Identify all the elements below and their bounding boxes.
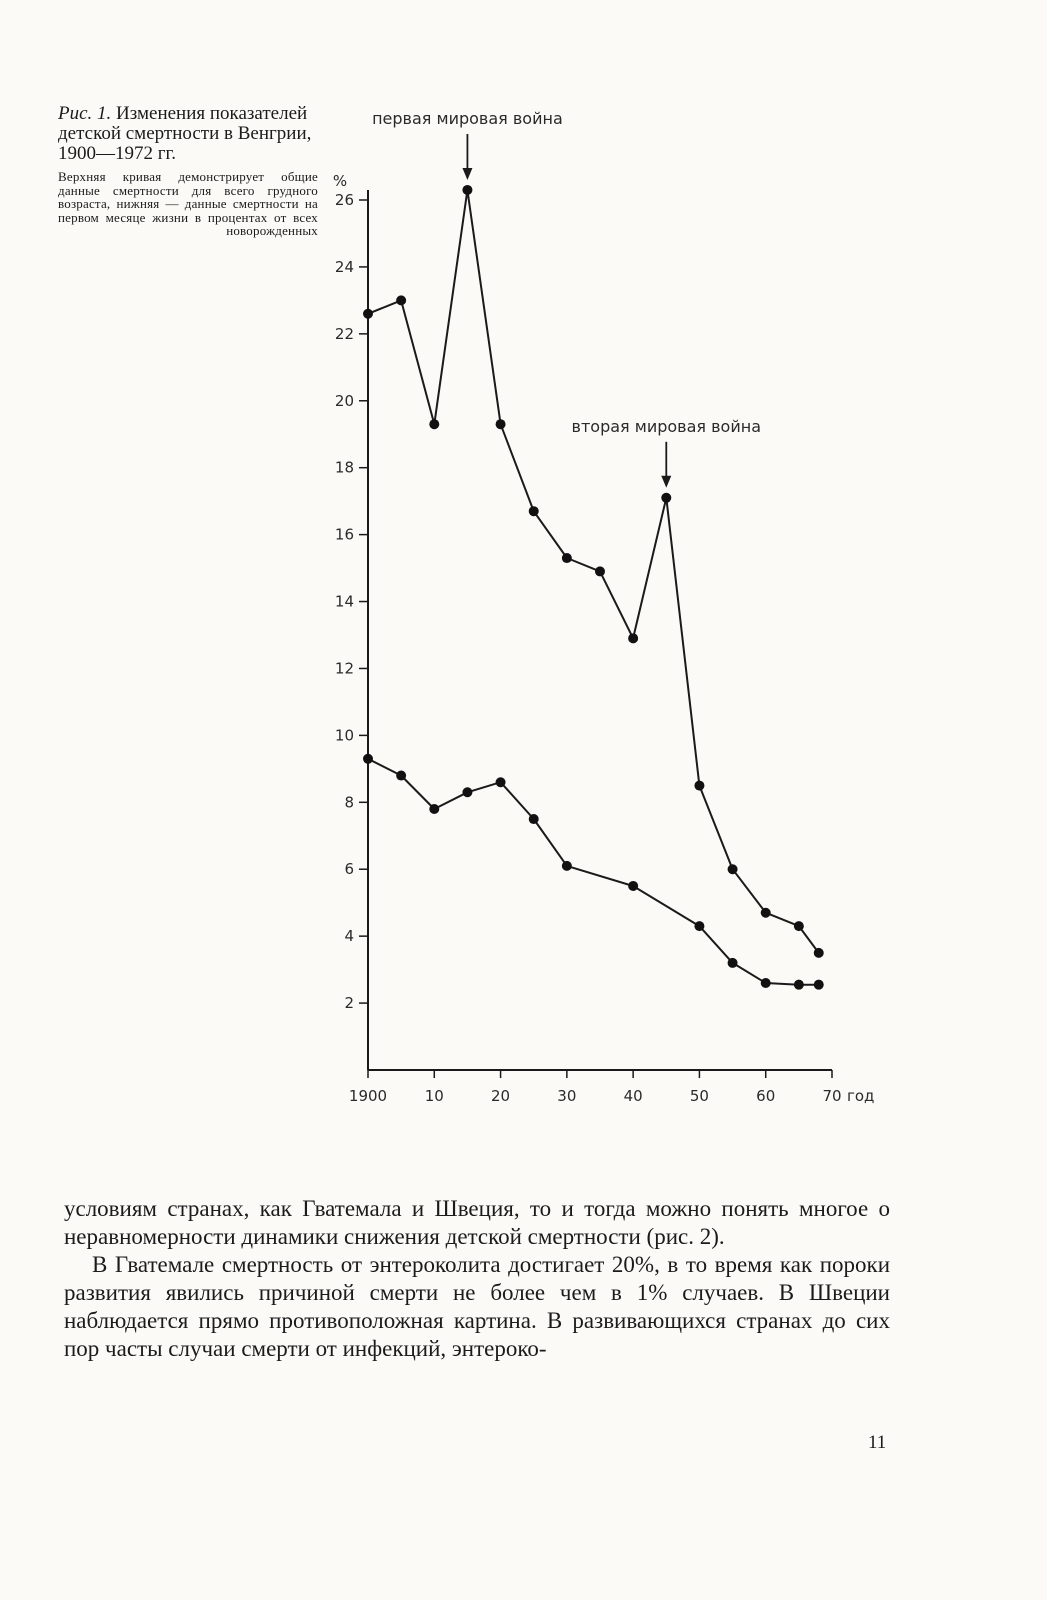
y-tick-label: 8 — [344, 793, 354, 812]
series-1-point — [694, 781, 704, 791]
series-2-point — [363, 754, 373, 764]
series-2-point — [396, 771, 406, 781]
war-annotation-1: первая мировая война — [372, 108, 563, 128]
x-tick-label: 10 — [424, 1087, 444, 1105]
y-axis-label: % — [332, 172, 348, 190]
series-2-point — [562, 861, 572, 871]
y-tick-label: 12 — [334, 659, 354, 678]
y-tick-label: 18 — [334, 458, 354, 477]
x-tick-label: 20 — [491, 1087, 511, 1105]
y-tick-label: 16 — [334, 525, 354, 544]
war-arrow-head-2 — [661, 476, 671, 488]
caption-title-text: Изменения показателей детской смертности в Венгрии, 1900—1972 гг. — [58, 103, 312, 164]
series-1-point — [794, 921, 804, 931]
series-2-point — [496, 777, 506, 787]
y-tick-label: 24 — [334, 257, 354, 276]
series-2-point — [694, 921, 704, 931]
y-tick-label: 10 — [334, 726, 354, 745]
paragraph-1: условиям странах, как Гватемала и Швеция, то и тогда можно понять многое о неравномерности динамики снижения детской смертности (рис. 2). — [64, 1196, 890, 1249]
series-1-point — [661, 493, 671, 503]
y-tick-label: 4 — [344, 927, 354, 946]
series-2-point — [814, 980, 824, 990]
y-tick-label: 14 — [334, 592, 354, 611]
series-1-point — [562, 553, 572, 563]
x-tick-label: 1900 — [348, 1087, 388, 1105]
series-2-point — [728, 958, 738, 968]
y-tick-label: 6 — [344, 860, 354, 879]
x-axis-label: год — [847, 1087, 875, 1105]
series-2-point — [761, 978, 771, 988]
series-1-point — [595, 566, 605, 576]
series-1-point — [761, 908, 771, 918]
y-tick-label: 22 — [334, 324, 354, 343]
series-2-point — [628, 881, 638, 891]
series-1-point — [628, 633, 638, 643]
page-number: 11 — [868, 1432, 887, 1453]
series-1-point — [396, 295, 406, 305]
series-2-point — [529, 814, 539, 824]
war-arrow-head-1 — [462, 168, 472, 180]
series-2-line — [368, 759, 819, 985]
x-tick-label: 60 — [756, 1087, 776, 1105]
series-1-point — [462, 185, 472, 195]
paragraph-2: В Гватемале смертность от энтероколита достигает 20%, в то время как пороки развития явились причиной смерти не более чем в 1% случаев. В Швеции наблюдается прямо противоположная картина. В развивающихся странах до сих пор часты случаи смерти от инфекций, энтероко- — [64, 1252, 890, 1361]
series-1-point — [496, 419, 506, 429]
x-tick-label: 70 — [822, 1087, 842, 1105]
series-1-point — [363, 309, 373, 319]
caption-label: Рис. 1. — [58, 103, 112, 124]
y-tick-label: 2 — [344, 994, 354, 1013]
body-text — [64, 1195, 890, 1363]
caption-description: Верхняя кривая демонстрирует общие данные смертности для всего грудного возраста, нижняя — данные смертности на первом месяце жизни в процентах от всех новорожденных — [58, 169, 318, 239]
series-2-point — [429, 804, 439, 814]
series-2-point — [794, 980, 804, 990]
series-1-point — [429, 419, 439, 429]
war-annotation-2: вторая мировая война — [571, 416, 762, 436]
x-tick-label: 40 — [623, 1087, 643, 1105]
y-tick-label: 20 — [334, 391, 354, 410]
x-tick-label: 30 — [557, 1087, 577, 1105]
series-1-point — [529, 506, 539, 516]
series-1-line — [368, 190, 819, 953]
series-1-point — [814, 948, 824, 958]
x-tick-label: 50 — [689, 1087, 709, 1105]
series-2-point — [462, 787, 472, 797]
y-tick-label: 26 — [334, 191, 354, 209]
series-1-point — [728, 864, 738, 874]
